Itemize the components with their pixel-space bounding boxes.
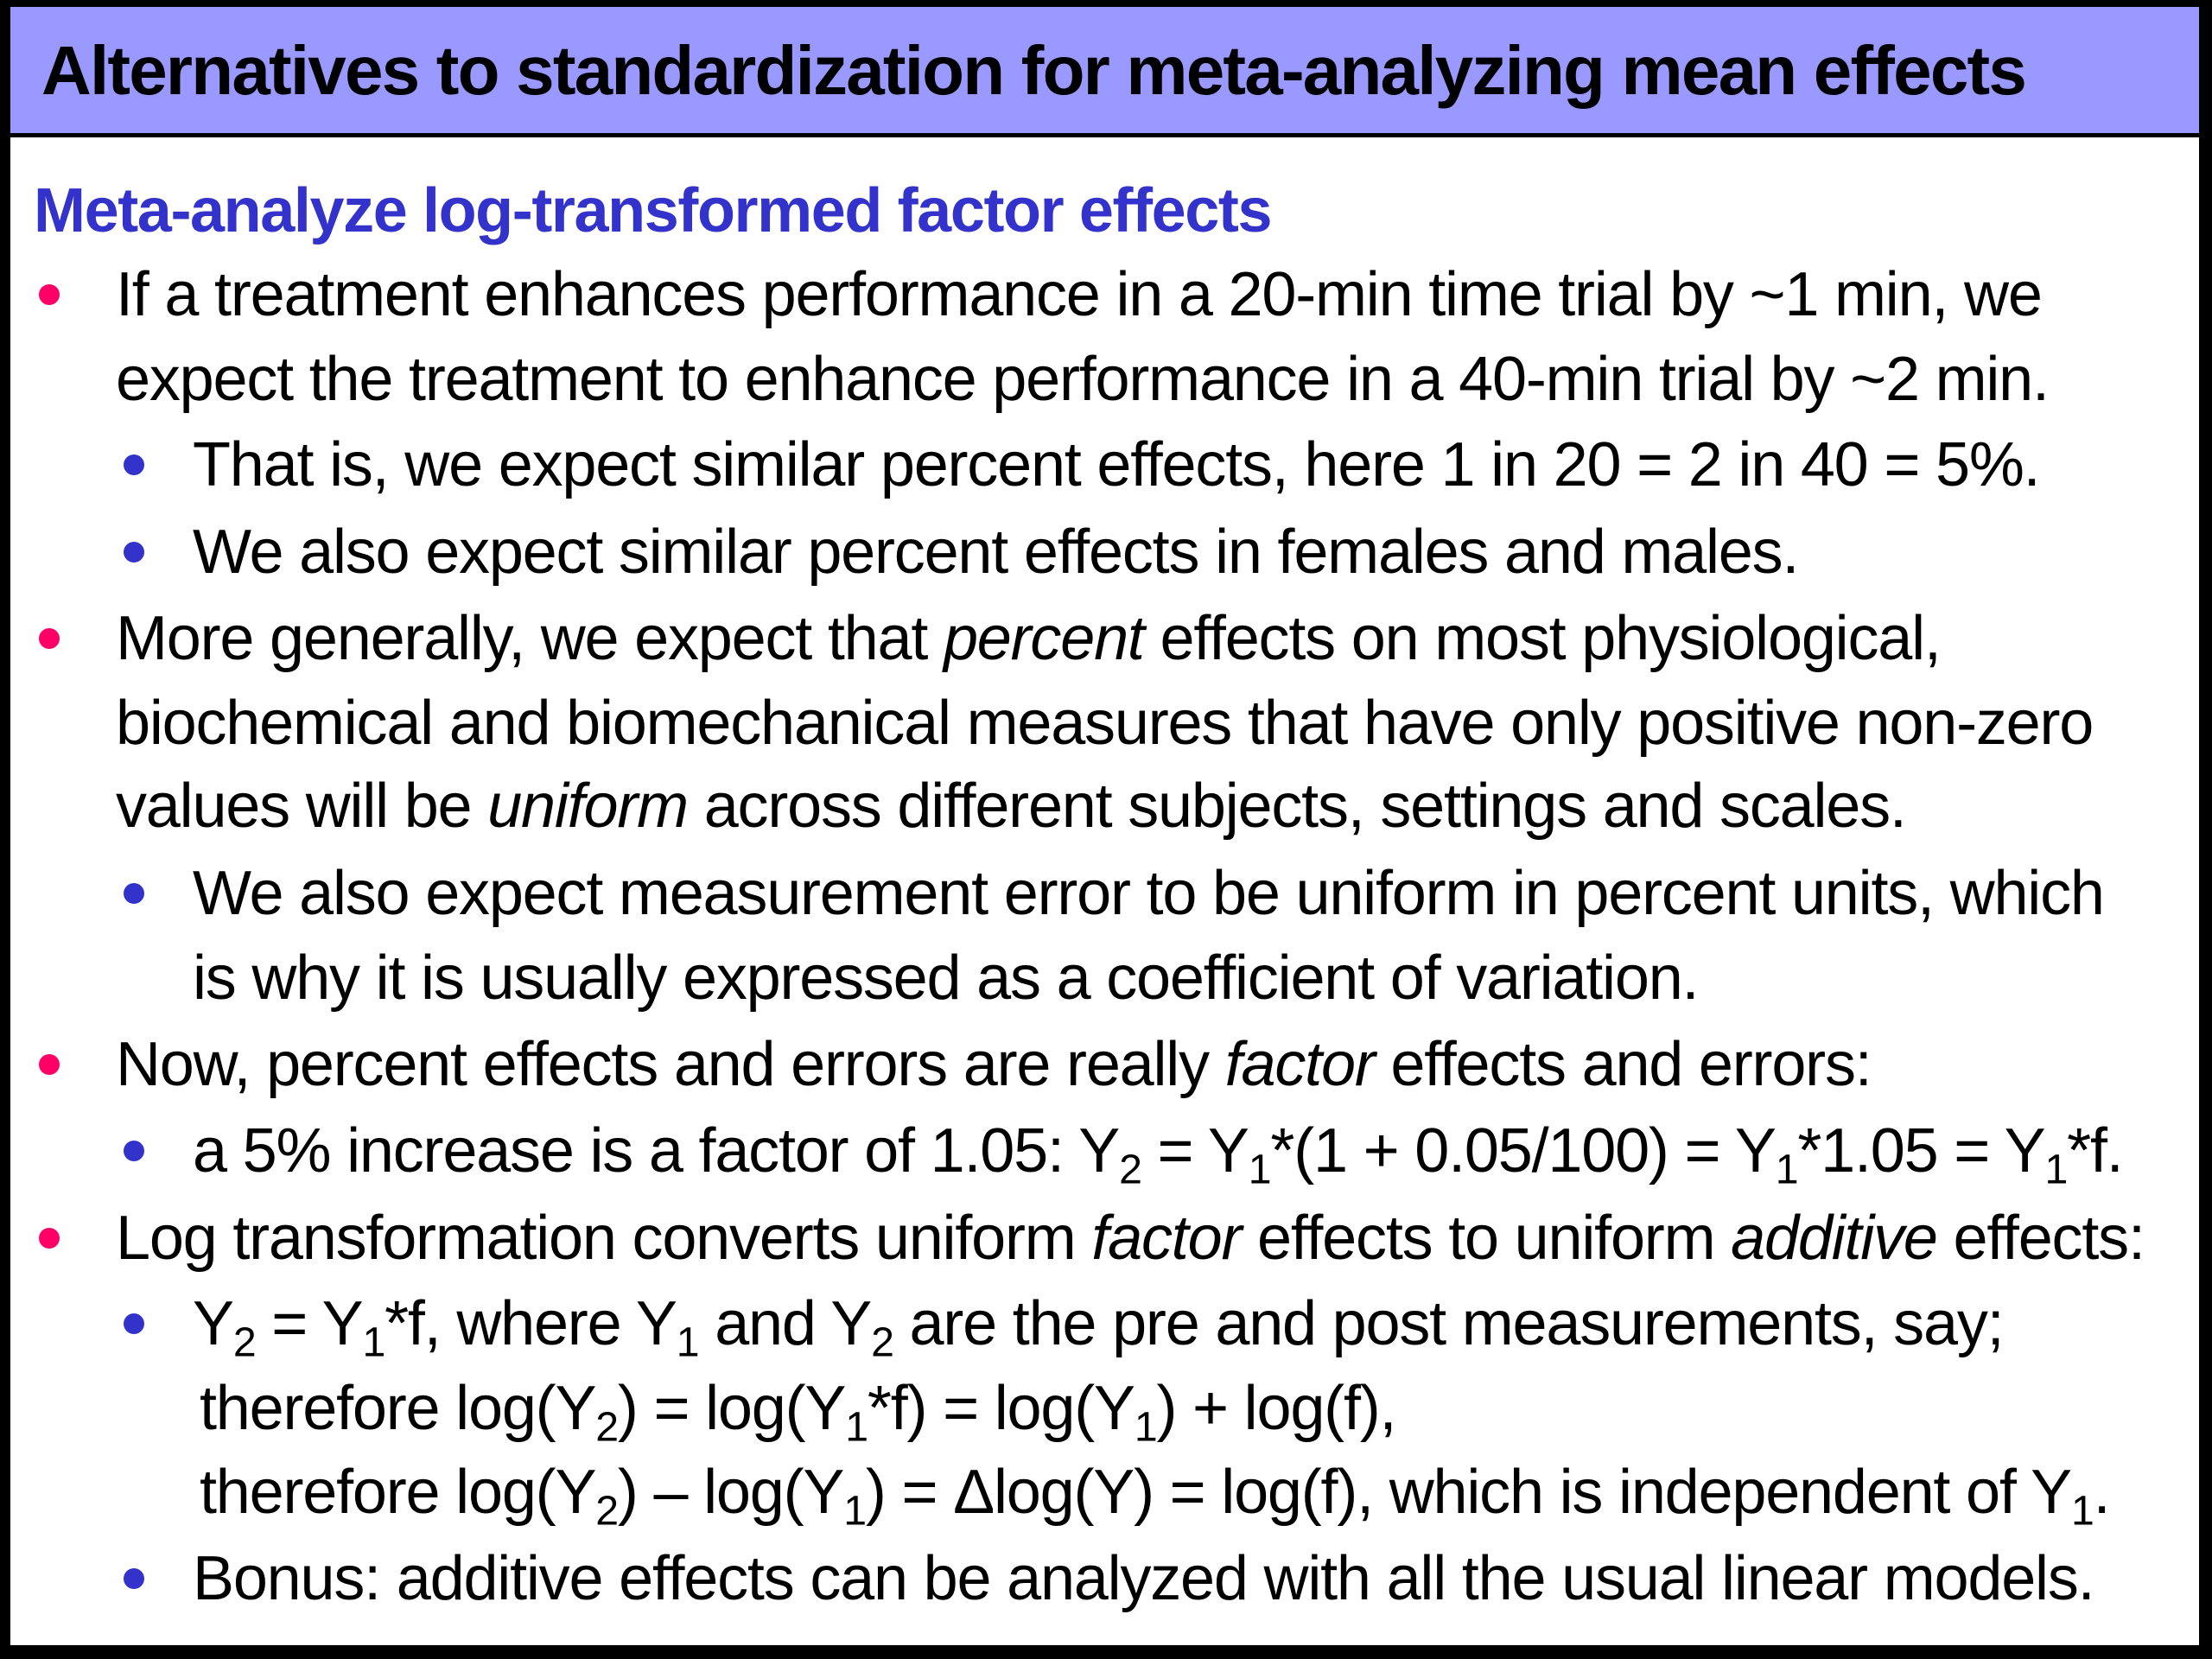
sub-bullet-text-line: a 5% increase is a factor of 1.05: $Y_2 = Y_1*(1 + 0.05/100) = Y_1*1.05 = Y_1*f$. (193, 1116, 2123, 1193)
sub-bullet-dot (124, 1568, 144, 1589)
title-bar (10, 7, 2199, 137)
sub-bullet-dot (124, 1141, 144, 1161)
sub-bullet-text-line: Bonus: additive effects can be analyzed with all the usual linear models. (193, 1544, 2094, 1613)
bullet-text-line: Log transformation converts uniform factor effects to uniform additive effects: (116, 1204, 2145, 1273)
sub-bullet-dot (124, 883, 144, 904)
bullet-text-line: More generally, we expect that percent effects on most physiological, (116, 604, 1941, 673)
sub-bullet-text-line: That is, we expect similar percent effects, here 1 in 20 = 2 in 40 = 5%. (193, 430, 2040, 499)
bullet-dot (39, 284, 60, 305)
slide-title: Alternatives to standardization for meta-analyzing mean effects (41, 32, 2026, 109)
sub-bullet-text-line: therefore $\log(Y_2) = \log(Y_1*f) = \log(Y_1) + \log(f)$, (200, 1374, 1396, 1451)
bullet-text-line: If a treatment enhances performance in a 20-min time trial by ~1 min, we (116, 260, 2042, 329)
bullet-text-line: Now, percent effects and errors are really factor effects and errors: (116, 1030, 1872, 1099)
sub-bullet-text-line: is why it is usually expressed as a coefficient of variation. (193, 944, 1699, 1013)
sub-bullet-text-line: We also expect measurement error to be uniform in percent units, which (193, 859, 2104, 928)
sub-bullet-text-line: $Y_2 = Y_1*f$, where $Y_1$ and $Y_2$ are the pre and post measurements, say; (193, 1289, 2004, 1366)
slide-subtitle: Meta-analyze log-transformed factor effects (34, 176, 1272, 245)
sub-bullet-text-line: We also expect similar percent effects in females and males. (193, 518, 1799, 587)
bullet-dot (39, 1228, 60, 1249)
sub-bullet-dot (124, 1313, 144, 1334)
sub-bullet-text-line: therefore $\log(Y_2) - \log(Y_1) = \Delta\log(Y) = \log(f)$, which is independent of $Y_1$. (200, 1458, 2110, 1535)
slide (10, 7, 2199, 1645)
bullet-dot (39, 1054, 60, 1075)
sub-bullet-dot (124, 454, 144, 475)
bullet-text-line: expect the treatment to enhance performance in a 40-min trial by ~2 min. (116, 345, 2049, 414)
bullet-dot (39, 628, 60, 649)
bullet-text-line: values will be uniform across different subjects, settings and scales. (116, 772, 1906, 841)
bullet-text-line: biochemical and biomechanical measures that have only positive non-zero (116, 689, 2094, 758)
sub-bullet-dot (124, 542, 144, 563)
